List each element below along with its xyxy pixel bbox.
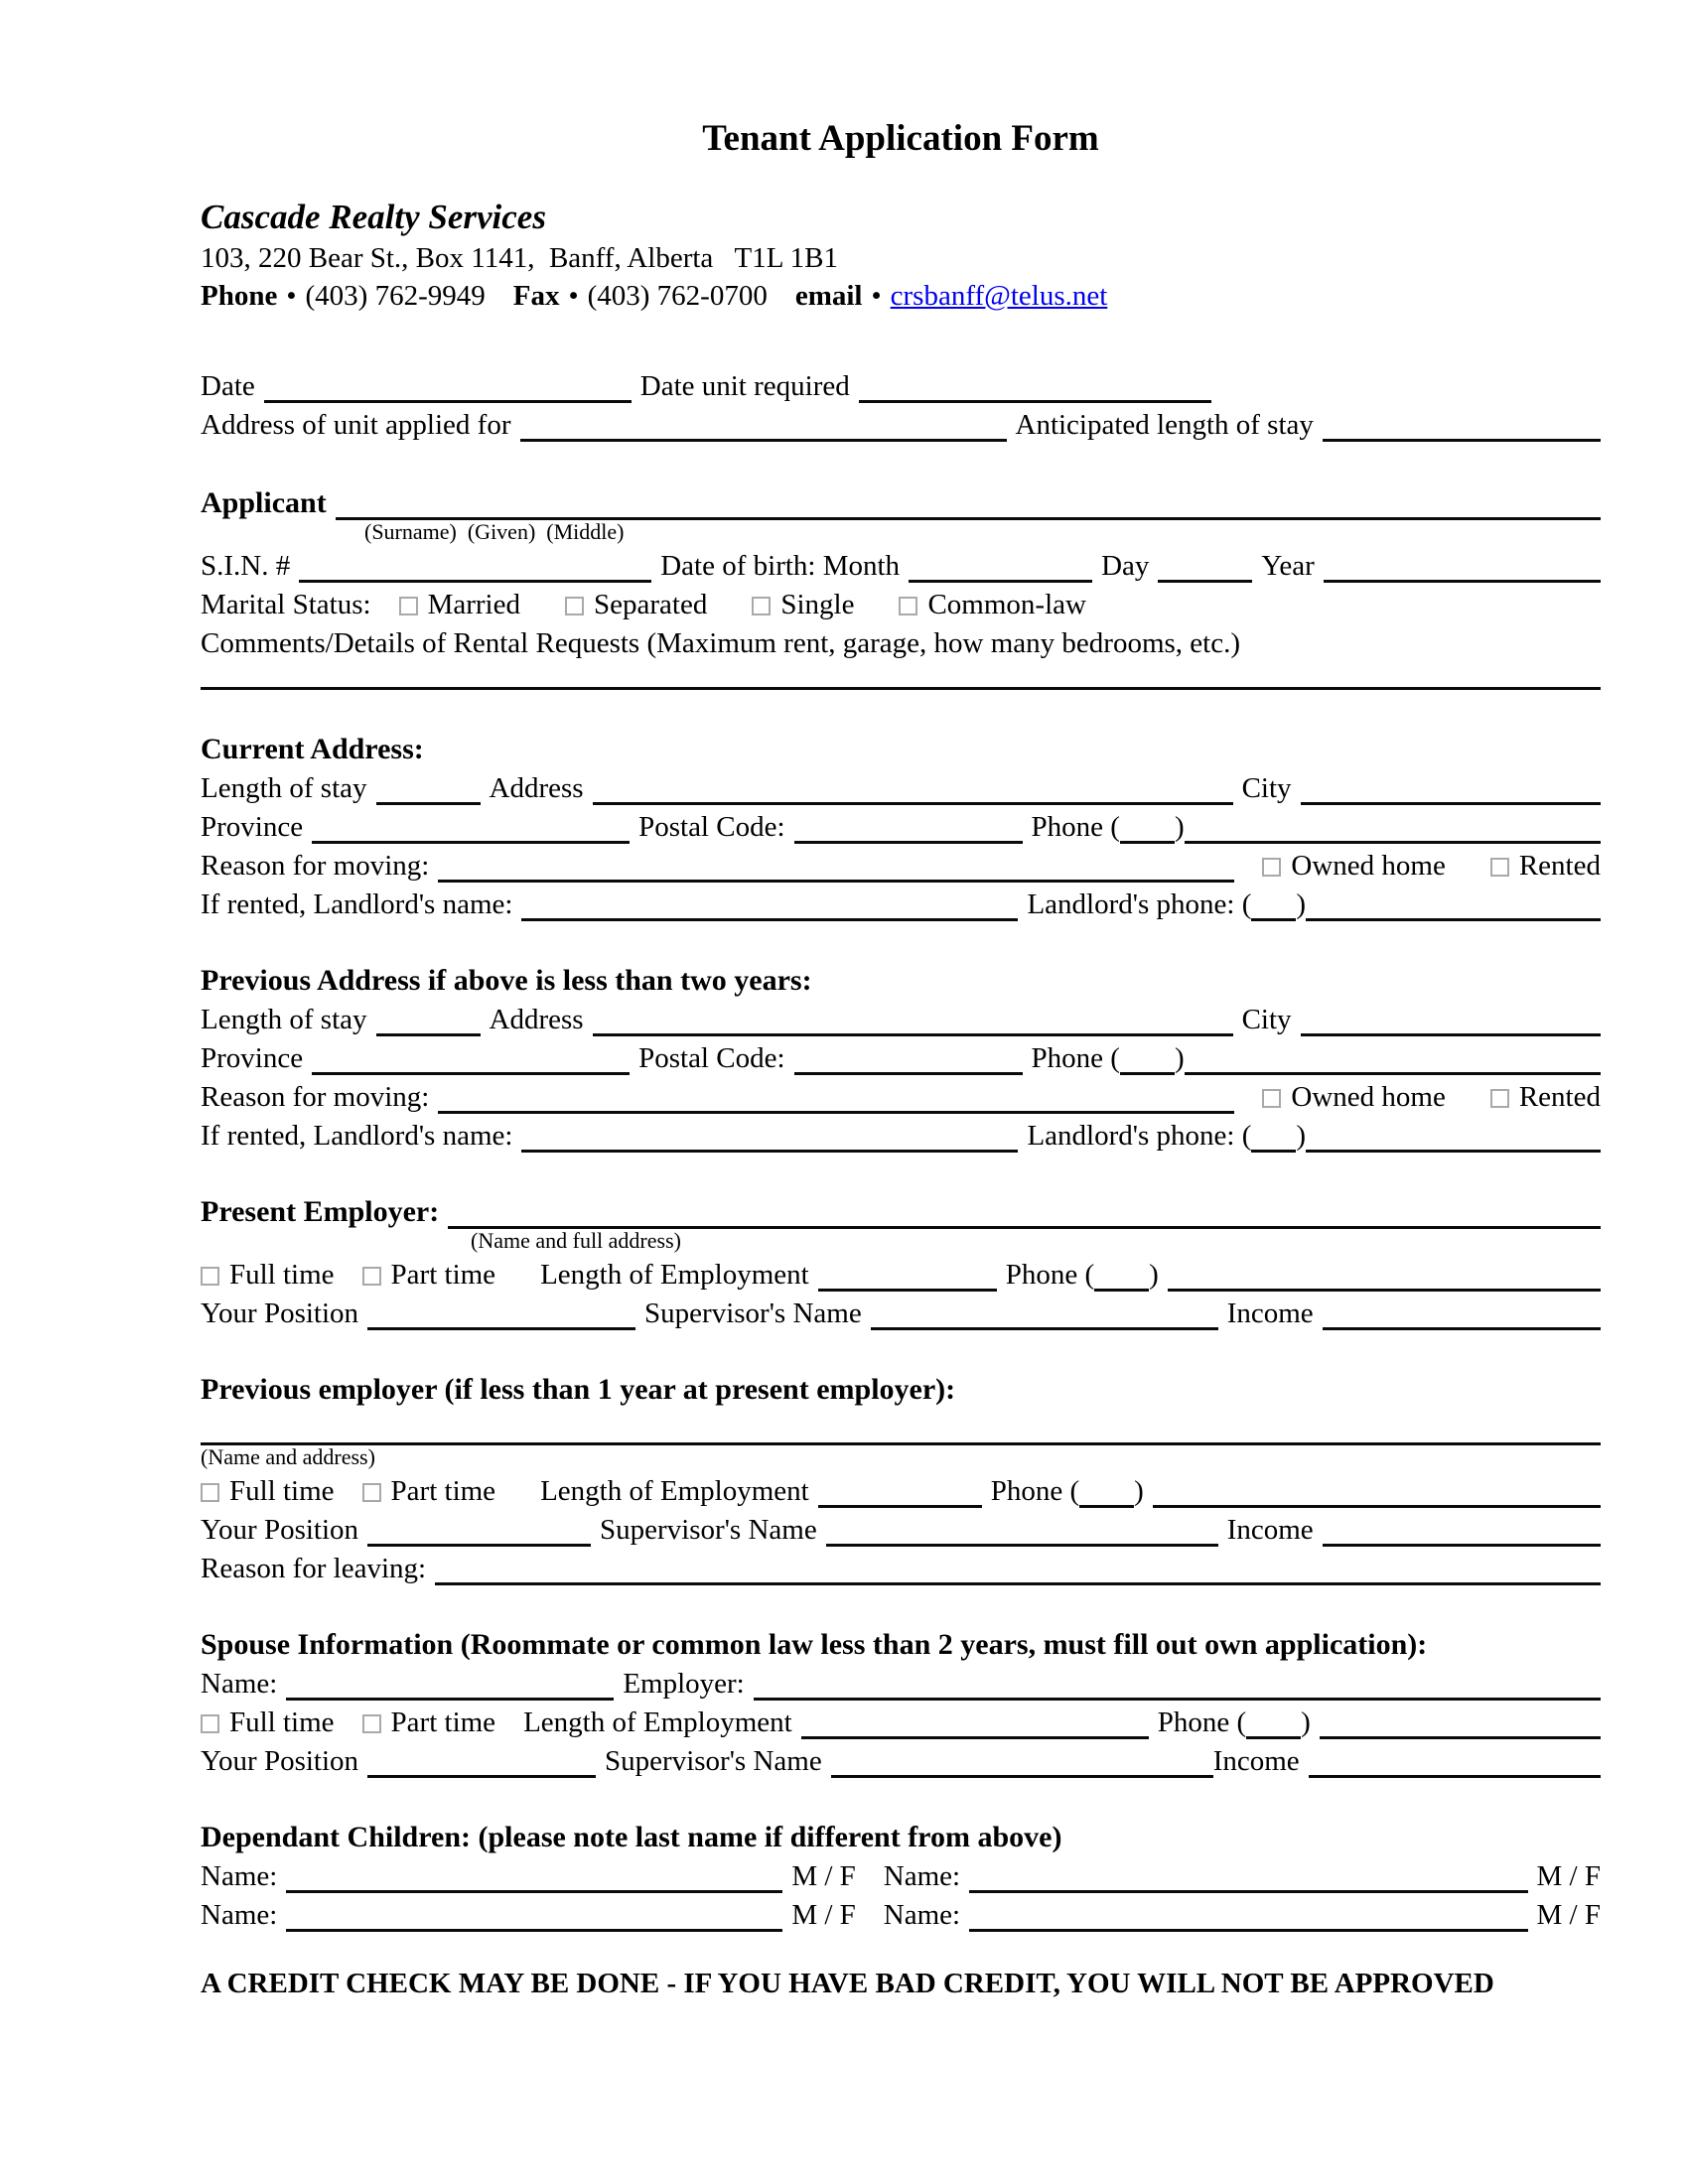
marital-status-label: Marital Status:	[201, 589, 371, 620]
sin-field-line[interactable]	[299, 557, 651, 583]
present-phone-field-line[interactable]	[1168, 1266, 1601, 1292]
child-name-label: Name:	[883, 1899, 961, 1931]
child-3-name-field-line[interactable]	[286, 1906, 782, 1932]
bullet-separator: •	[286, 280, 297, 312]
present-employment-row	[201, 1253, 1601, 1292]
present-length-field-line[interactable]	[818, 1266, 997, 1292]
dob-day-label: Day	[1101, 550, 1150, 582]
spouse-employer-label: Employer:	[623, 1668, 745, 1700]
previous-employment-length-field-line[interactable]	[818, 1482, 982, 1508]
marital-option-single	[752, 589, 854, 621]
current-owned-home-option	[1262, 850, 1445, 883]
common-law-label: Common-law	[927, 589, 1086, 620]
checkbox-present-full-time[interactable]	[201, 1267, 219, 1286]
comments-label-row	[201, 621, 1601, 660]
spouse-part-time-option	[362, 1706, 496, 1739]
checkbox-present-part-time[interactable]	[362, 1267, 381, 1286]
current-landlord-name-field-line[interactable]	[521, 895, 1018, 921]
phone-close-paren: )	[1174, 1042, 1185, 1074]
previous-employment-row	[201, 1469, 1601, 1508]
supervisor-name-label: Supervisor's Name	[605, 1745, 822, 1777]
length-of-employment-label: Length of Employment	[523, 1706, 792, 1738]
applicant-heading: Applicant	[201, 486, 327, 519]
child-4-name-field-line[interactable]	[969, 1906, 1527, 1932]
income-label: Income	[1226, 1514, 1314, 1546]
unit-address-label: Address of unit applied for	[201, 409, 511, 441]
fax-label: Fax	[512, 280, 560, 312]
marital-option-married	[399, 589, 520, 621]
reason-for-leaving-row	[201, 1547, 1601, 1585]
previous-employer-field-line[interactable]	[201, 1420, 1601, 1445]
company-contact-line	[201, 275, 1601, 313]
checkbox-previous-part-time[interactable]	[362, 1483, 381, 1502]
landlord-phone-close-paren: )	[1296, 1120, 1307, 1152]
income-label: Income	[1212, 1745, 1300, 1777]
previous-part-time-option	[362, 1475, 496, 1508]
current-address-field-line[interactable]	[593, 779, 1233, 805]
bullet-separator: •	[568, 280, 579, 312]
marital-status-row	[201, 583, 1601, 621]
current-city-field-line[interactable]	[1301, 779, 1601, 805]
marital-option-separated	[565, 589, 707, 621]
present-employer-field-line[interactable]	[448, 1203, 1601, 1229]
anticipated-stay-field-line[interactable]	[1323, 416, 1601, 442]
reason-for-moving-label: Reason for moving:	[201, 1081, 430, 1113]
previous-landlord-name-field-line[interactable]	[521, 1127, 1018, 1153]
phone-close-paren: )	[1301, 1706, 1311, 1738]
child-name-label: Name:	[201, 1860, 278, 1892]
single-label: Single	[780, 589, 855, 620]
previous-employer-heading: Previous employer (if less than 1 year at present employer):	[201, 1373, 956, 1406]
child-gender-label: M / F	[1536, 1860, 1601, 1892]
phone-open-label: Phone (	[1031, 1042, 1120, 1074]
spouse-area-code-field-line[interactable]	[1246, 1713, 1301, 1739]
checkbox-married[interactable]	[399, 597, 418, 615]
current-province-postal-phone-row	[201, 805, 1601, 844]
owned-home-label: Owned home	[1291, 1081, 1446, 1113]
landlord-name-label: If rented, Landlord's name:	[201, 888, 513, 920]
current-landlord-phone-field-line[interactable]	[1306, 895, 1601, 921]
address-label: Address	[489, 772, 584, 804]
previous-phone-field-line[interactable]	[1185, 1049, 1601, 1075]
city-label: City	[1241, 1004, 1292, 1035]
full-time-label: Full time	[229, 1259, 335, 1291]
landlord-phone-close-paren: )	[1296, 888, 1307, 920]
spouse-employment-row	[201, 1701, 1601, 1739]
previous-reason-field-line[interactable]	[438, 1088, 1234, 1114]
previous-length-of-stay-field-line[interactable]	[376, 1011, 481, 1036]
credit-check-notice: A CREDIT CHECK MAY BE DONE - IF YOU HAVE BAD CREDIT, YOU WILL NOT BE APPROVED	[201, 1968, 1494, 1999]
your-position-label: Your Position	[201, 1514, 359, 1546]
company-address: 103, 220 Bear St., Box 1141, Banff, Alberta T1L 1B1	[201, 242, 838, 274]
current-stay-address-city-row	[201, 766, 1601, 805]
checkbox-current-rented[interactable]	[1490, 858, 1509, 877]
married-label: Married	[427, 589, 520, 620]
spouse-position-row	[201, 1739, 1601, 1778]
reason-for-leaving-field-line[interactable]	[435, 1560, 1601, 1585]
previous-postal-field-line[interactable]	[794, 1049, 1023, 1075]
company-address-line	[201, 237, 1601, 275]
supervisor-name-label: Supervisor's Name	[600, 1514, 817, 1546]
current-rented-option	[1490, 850, 1601, 883]
spouse-income-field-line[interactable]	[1309, 1752, 1601, 1778]
date-label: Date	[201, 370, 255, 402]
province-label: Province	[201, 1042, 304, 1074]
company-fax-value: (403) 762-0700	[587, 280, 768, 312]
phone-open-label: Phone (	[1157, 1706, 1247, 1738]
marital-option-common-law	[899, 589, 1086, 621]
previous-address-heading-row	[201, 959, 1601, 998]
applicant-name-field-line[interactable]	[336, 494, 1601, 520]
applicant-row	[201, 481, 1601, 520]
previous-area-code-field-line[interactable]	[1120, 1049, 1175, 1075]
date-field-line[interactable]	[264, 377, 632, 403]
present-full-time-option	[201, 1259, 335, 1292]
phone-close-paren: )	[1149, 1259, 1159, 1291]
spouse-heading: Spouse Information (Roommate or common law less than 2 years, must fill out own application):	[201, 1628, 1428, 1661]
province-label: Province	[201, 811, 304, 843]
spouse-name-row	[201, 1662, 1601, 1701]
current-length-of-stay-field-line[interactable]	[376, 779, 481, 805]
unit-address-field-line[interactable]	[520, 416, 1007, 442]
anticipated-stay-label: Anticipated length of stay	[1015, 409, 1314, 441]
current-reason-field-line[interactable]	[438, 857, 1234, 883]
previous-city-field-line[interactable]	[1301, 1011, 1601, 1036]
company-name: Cascade Realty Services	[201, 198, 546, 236]
spouse-name-field-line[interactable]	[286, 1675, 614, 1701]
current-landlord-row	[201, 883, 1601, 921]
current-reason-row	[201, 844, 1601, 883]
child-gender-label: M / F	[791, 1860, 856, 1892]
previous-position-field-line[interactable]	[367, 1521, 591, 1547]
checkbox-previous-full-time[interactable]	[201, 1483, 219, 1502]
child-gender-label: M / F	[1536, 1899, 1601, 1931]
present-employer-hint: (Name and full address)	[471, 1228, 681, 1253]
current-address-heading-row	[201, 728, 1601, 766]
child-name-label: Name:	[883, 1860, 961, 1892]
dob-month-label: Date of birth: Month	[660, 550, 901, 582]
applicant-name-hint: (Surname) (Given) (Middle)	[364, 519, 625, 544]
dob-day-field-line[interactable]	[1158, 557, 1252, 583]
present-position-field-line[interactable]	[367, 1304, 635, 1330]
full-time-label: Full time	[229, 1706, 335, 1738]
previous-province-postal-phone-row	[201, 1036, 1601, 1075]
phone-open-label: Phone (	[1005, 1259, 1095, 1291]
previous-employer-phone-field-line[interactable]	[1153, 1482, 1601, 1508]
present-part-time-option	[362, 1259, 496, 1292]
date-unit-required-field-line[interactable]	[859, 377, 1211, 403]
part-time-label: Part time	[390, 1475, 496, 1507]
child-1-name-field-line[interactable]	[286, 1867, 782, 1893]
page-title: Tenant Application Form	[702, 118, 1099, 159]
children-heading-row	[201, 1816, 1601, 1854]
current-phone-field-line[interactable]	[1185, 818, 1601, 844]
child-gender-label: M / F	[791, 1899, 856, 1931]
previous-reason-row	[201, 1075, 1601, 1114]
unit-address-row	[201, 403, 1601, 442]
checkbox-previous-rented[interactable]	[1490, 1089, 1509, 1108]
spouse-position-field-line[interactable]	[367, 1752, 596, 1778]
present-employer-heading-row	[201, 1190, 1601, 1229]
current-landlord-area-code-field-line[interactable]	[1251, 895, 1296, 921]
length-of-employment-label: Length of Employment	[540, 1259, 809, 1291]
separated-label: Separated	[593, 589, 708, 620]
part-time-label: Part time	[390, 1259, 496, 1291]
present-area-code-field-line[interactable]	[1094, 1266, 1149, 1292]
present-position-row	[201, 1292, 1601, 1330]
bullet-separator: •	[871, 280, 882, 312]
length-of-employment-label: Length of Employment	[540, 1475, 809, 1507]
previous-supervisor-field-line[interactable]	[826, 1521, 1218, 1547]
spouse-supervisor-field-line[interactable]	[831, 1752, 1213, 1778]
spouse-heading-row	[201, 1623, 1601, 1662]
owned-home-label: Owned home	[1291, 850, 1446, 882]
current-province-field-line[interactable]	[312, 818, 630, 844]
previous-landlord-area-code-field-line[interactable]	[1251, 1127, 1296, 1153]
part-time-label: Part time	[390, 1706, 496, 1738]
date-row	[201, 364, 1601, 403]
previous-address-heading: Previous Address if above is less than two years:	[201, 964, 812, 997]
rented-label: Rented	[1518, 850, 1601, 882]
current-address-heading: Current Address:	[201, 733, 424, 765]
spouse-phone-field-line[interactable]	[1320, 1713, 1601, 1739]
spouse-employment-length-field-line[interactable]	[801, 1713, 1149, 1739]
rented-label: Rented	[1518, 1081, 1601, 1113]
previous-landlord-row	[201, 1114, 1601, 1153]
previous-income-field-line[interactable]	[1323, 1521, 1601, 1547]
length-of-stay-label: Length of stay	[201, 772, 367, 804]
previous-employer-blank-row	[201, 1407, 1601, 1445]
previous-province-field-line[interactable]	[312, 1049, 630, 1075]
present-supervisor-field-line[interactable]	[871, 1304, 1218, 1330]
date-unit-required-label: Date unit required	[639, 370, 850, 402]
checkbox-separated[interactable]	[565, 597, 584, 615]
previous-stay-address-city-row	[201, 998, 1601, 1036]
dob-year-field-line[interactable]	[1324, 557, 1601, 583]
phone-open-label: Phone (	[990, 1475, 1080, 1507]
previous-owned-home-option	[1262, 1081, 1445, 1114]
income-label: Income	[1226, 1297, 1314, 1329]
checkbox-single[interactable]	[752, 597, 771, 615]
current-area-code-field-line[interactable]	[1120, 818, 1175, 844]
landlord-phone-open-label: Landlord's phone: (	[1027, 1120, 1252, 1152]
previous-position-row	[201, 1508, 1601, 1547]
company-phone-value: (403) 762-9949	[305, 280, 486, 312]
phone-close-paren: )	[1134, 1475, 1144, 1507]
child-row-2	[201, 1893, 1601, 1932]
address-label: Address	[489, 1004, 584, 1035]
sin-label: S.I.N. #	[201, 550, 291, 582]
current-postal-field-line[interactable]	[794, 818, 1023, 844]
email-link[interactable]: crsbanff@telus.net	[890, 280, 1108, 312]
child-2-name-field-line[interactable]	[969, 1867, 1527, 1893]
previous-rented-option	[1490, 1081, 1601, 1114]
reason-for-moving-label: Reason for moving:	[201, 850, 430, 882]
postal-code-label: Postal Code:	[638, 811, 785, 843]
checkbox-spouse-part-time[interactable]	[362, 1714, 381, 1733]
child-row-1	[201, 1854, 1601, 1893]
sin-dob-row	[201, 544, 1601, 583]
phone-open-label: Phone (	[1031, 811, 1120, 843]
city-label: City	[1241, 772, 1292, 804]
reason-for-leaving-label: Reason for leaving:	[201, 1553, 427, 1584]
landlord-phone-open-label: Landlord's phone: (	[1027, 888, 1252, 920]
spouse-full-time-option	[201, 1706, 335, 1739]
present-employer-heading: Present Employer:	[201, 1195, 440, 1228]
spouse-employer-field-line[interactable]	[754, 1675, 1601, 1701]
previous-employer-area-code-field-line[interactable]	[1079, 1482, 1134, 1508]
checkbox-common-law[interactable]	[899, 597, 917, 615]
length-of-stay-label: Length of stay	[201, 1004, 367, 1035]
checkbox-previous-owned-home[interactable]	[1262, 1089, 1281, 1108]
email-label: email	[794, 280, 863, 312]
comments-field-line[interactable]	[201, 664, 1601, 690]
phone-close-paren: )	[1174, 811, 1185, 843]
comments-blank-row	[201, 660, 1601, 690]
present-income-field-line[interactable]	[1323, 1304, 1601, 1330]
comments-label: Comments/Details of Rental Requests (Maximum rent, garage, how many bedrooms, etc.)	[201, 627, 1240, 659]
previous-employer-heading-row	[201, 1368, 1601, 1407]
previous-address-field-line[interactable]	[593, 1011, 1233, 1036]
dob-year-label: Year	[1261, 550, 1315, 582]
spouse-name-label: Name:	[201, 1668, 278, 1700]
previous-full-time-option	[201, 1475, 335, 1508]
children-heading: Dependant Children: (please note last name if different from above)	[201, 1821, 1062, 1853]
supervisor-name-label: Supervisor's Name	[644, 1297, 862, 1329]
full-time-label: Full time	[229, 1475, 335, 1507]
phone-label: Phone	[201, 280, 278, 312]
dob-month-field-line[interactable]	[909, 557, 1092, 583]
child-name-label: Name:	[201, 1899, 278, 1931]
postal-code-label: Postal Code:	[638, 1042, 785, 1074]
checkbox-spouse-full-time[interactable]	[201, 1714, 219, 1733]
checkbox-current-owned-home[interactable]	[1262, 858, 1281, 877]
previous-employer-hint: (Name and address)	[201, 1444, 375, 1469]
landlord-name-label: If rented, Landlord's name:	[201, 1120, 513, 1152]
previous-landlord-phone-field-line[interactable]	[1306, 1127, 1601, 1153]
your-position-label: Your Position	[201, 1297, 359, 1329]
your-position-label: Your Position	[201, 1745, 359, 1777]
